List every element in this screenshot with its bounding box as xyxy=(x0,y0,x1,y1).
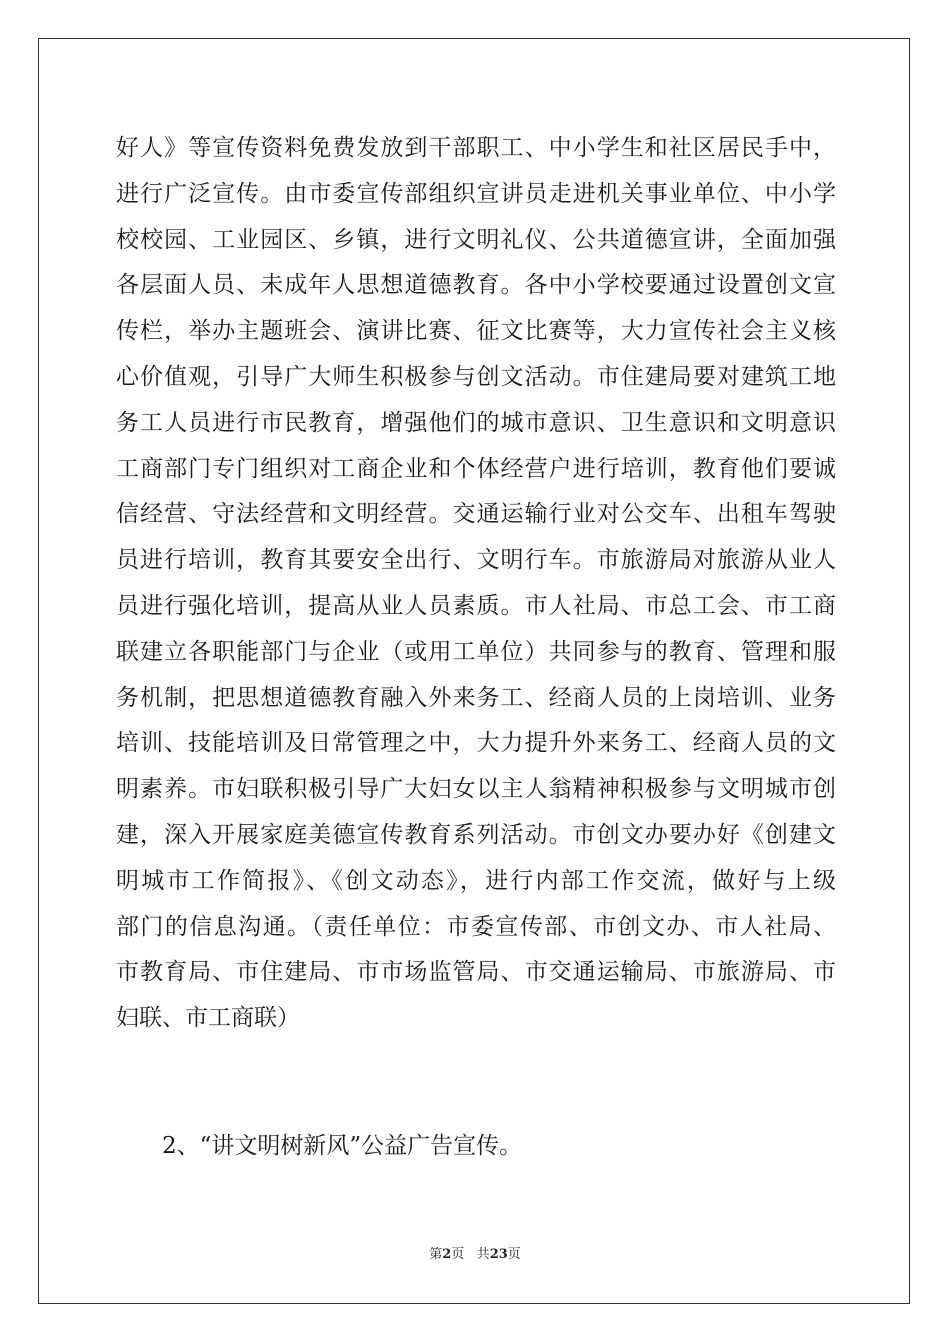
text-line: 各层面人员、未成年人思想道德教育。各中小学校要通过设置创文宣 xyxy=(116,272,836,299)
text-line: 建，深入开展家庭美德宣传教育系列活动。市创文办要办好《创建文 xyxy=(116,821,836,848)
text-line: 培训、技能培训及日常管理之中，大力提升外来务工、经商人员的文 xyxy=(116,730,836,757)
text-line: 务机制，把思想道德教育融入外来务工、经商人员的上岗培训、业务 xyxy=(116,684,836,711)
text-line: 市教育局、市住建局、市市场监管局、市交通运输局、市旅游局、市 xyxy=(116,959,836,986)
body-paragraph xyxy=(116,126,836,1042)
section-heading: 2、“讲文明树新风”公益广告宣传。 xyxy=(162,1133,523,1159)
page-suffix: 页 xyxy=(451,1247,465,1262)
text-line: 员进行培训，教育其要安全出行、文明行车。市旅游局对旅游从业人 xyxy=(116,547,836,574)
text-line: 员进行强化培训，提高从业人员素质。市人社局、市总工会、市工商 xyxy=(116,592,836,619)
text-line: 心价值观，引导广大师生积极参与创文活动。市住建局要对建筑工地 xyxy=(116,363,836,390)
text-line: 信经营、守法经营和文明经营。交通运输行业对公交车、出租车驾驶 xyxy=(116,501,836,528)
total-pages: 23 xyxy=(489,1247,508,1262)
text-line: 校校园、工业园区、乡镇，进行文明礼仪、公共道德宣讲，全面加强 xyxy=(116,226,836,253)
text-line: 进行广泛宣传。由市委宣传部组织宣讲员走进机关事业单位、中小学 xyxy=(116,180,836,207)
total-prefix: 共 xyxy=(476,1247,490,1262)
text-line: 妇联、市工商联） xyxy=(116,1005,300,1032)
text-line: 明城市工作简报》、《创文动态》，进行内部工作交流，做好与上级 xyxy=(116,867,836,894)
text-line: 务工人员进行市民教育，增强他们的城市意识、卫生意识和文明意识 xyxy=(116,409,836,436)
text-line: 工商部门专门组织对工商企业和个体经营户进行培训，教育他们要诚 xyxy=(116,455,836,482)
page-number: 2 xyxy=(442,1247,452,1262)
text-line: 联建立各职能部门与企业（或用工单位）共同参与的教育、管理和服 xyxy=(116,638,836,665)
text-line: 传栏，举办主题班会、演讲比赛、征文比赛等，大力宣传社会主义核 xyxy=(116,318,836,345)
text-line: 明素养。市妇联积极引导广大妇女以主人翁精神积极参与文明城市创 xyxy=(116,776,836,803)
total-suffix: 页 xyxy=(507,1247,521,1262)
page-prefix: 第 xyxy=(429,1247,443,1262)
text-line: 部门的信息沟通。（责任单位：市委宣传部、市创文办、市人社局、 xyxy=(116,913,836,940)
page-footer xyxy=(0,1243,950,1262)
text-line: 好人》等宣传资料免费发放到干部职工、中小学生和社区居民手中， xyxy=(116,135,836,161)
